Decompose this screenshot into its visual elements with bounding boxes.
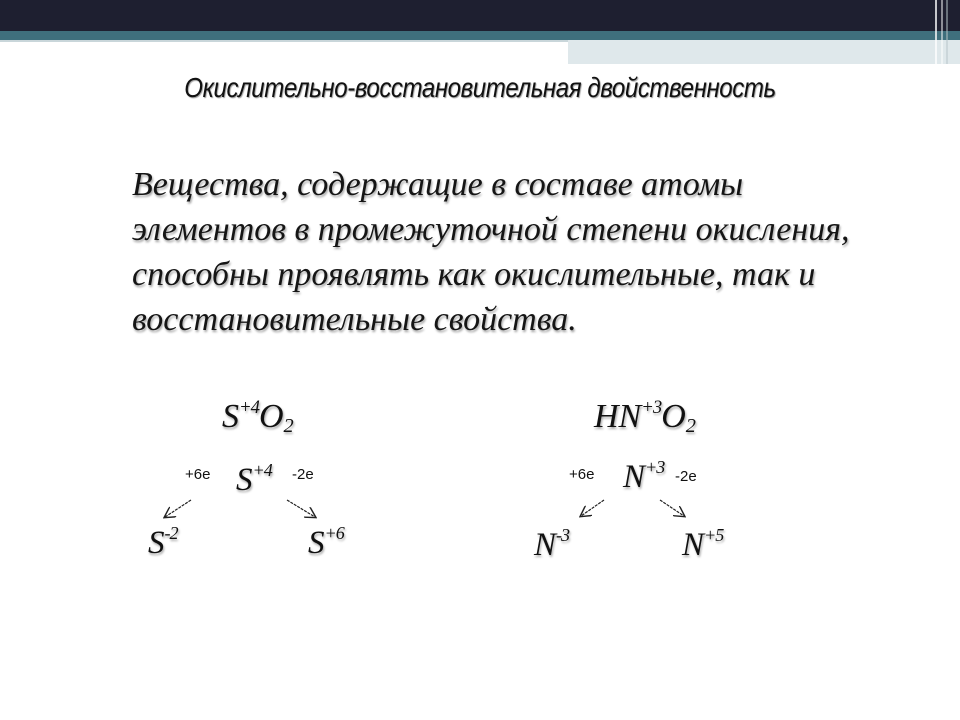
accent-panel [568,40,960,64]
right-oxidized-form: $N^{+5}$ [682,525,724,563]
left-compound: $S^{+4}O_2$ [222,396,294,438]
left-center-element: $S^{+4}$ [236,460,272,498]
right-center-element: $N^{+3}$ [623,457,665,495]
right-reduced-form: $N^{-3}$ [534,525,570,563]
slide-title: Окислительно-восстановительная двойственность [184,72,776,103]
left-oxidized-form: $S^{+6}$ [308,523,344,561]
right-oxidation-arrow [660,500,684,516]
corner-decoration [932,0,960,64]
right-loss-label: -2e [675,468,697,485]
definition-paragraph: Вещества, содержащие в составе атомы элементов в промежуточной степени окисления, способны проявлять как окислительные, так и восстановительные свойства. [132,166,850,338]
left-oxidation-arrow [287,500,315,517]
left-gain-label: +6e [185,466,211,483]
right-compound: $HN^{+3}O_2$ [594,396,696,438]
top-bar [0,0,960,31]
right-gain-label: +6e [569,466,595,483]
accent-line [0,40,568,42]
left-reduced-form: $S^{-2}$ [148,523,178,561]
left-reduction-arrow [165,500,191,517]
right-reduction-arrow [581,500,604,516]
left-loss-label: -2e [292,466,314,483]
accent-stripe [0,31,960,40]
